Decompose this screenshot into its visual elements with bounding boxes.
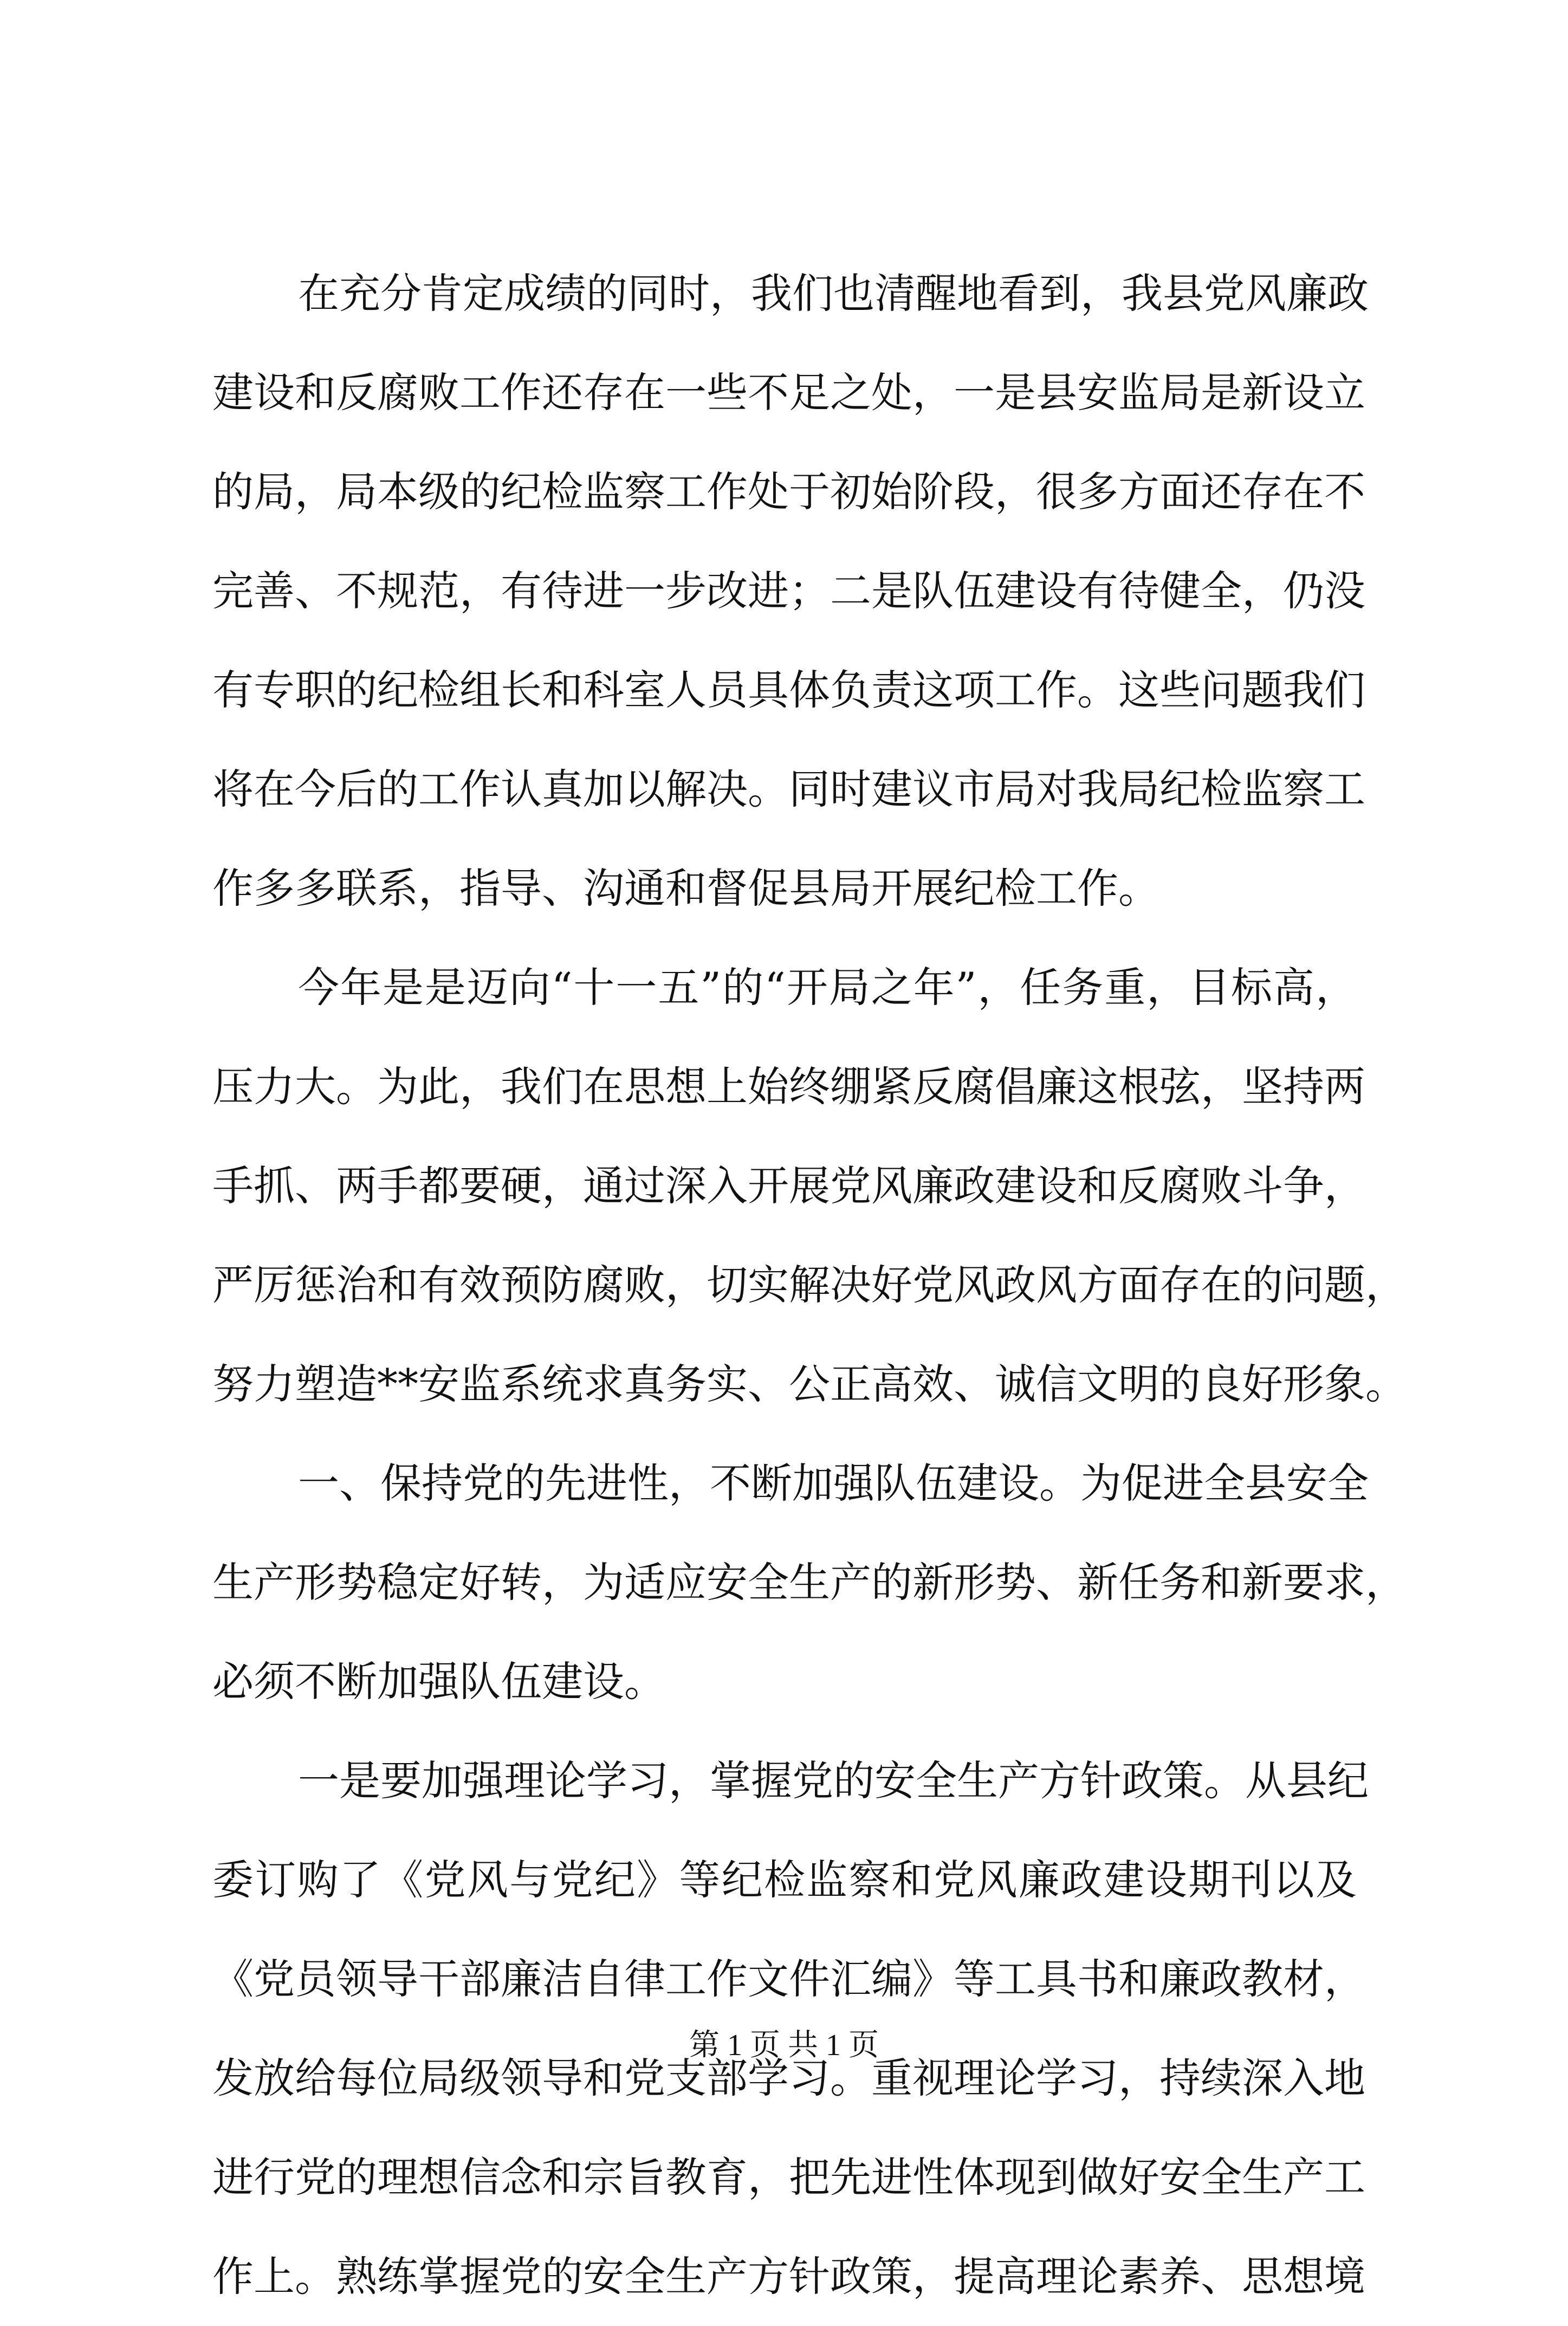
text-line: 有专职的纪检组长和科室人员具体负责这项工作。这些问题我们 [212, 666, 1365, 714]
text-line: 发放给每位局级领导和党支部学习。重视理论学习，持续深入地 [212, 2054, 1365, 2102]
text-line: 完善、不规范，有待进一步改进；二是队伍建设有待健全，仍没 [212, 567, 1365, 615]
text-line: 将在今后的工作认真加以解决。同时建议市局对我局纪检监察工 [212, 765, 1365, 813]
text-line: 委订购了《党风与党纪》等纪检监察和党风廉政建设期刊以及 [212, 1856, 1357, 1904]
document-body [212, 244, 1407, 2326]
page-number-footer: 第 1 页 共 1 页 [689, 2029, 879, 2062]
text-line: 一、保持党的先进性，不断加强队伍建设。为促进全县安全 [298, 1459, 1369, 1507]
text-line: 建设和反腐败工作还存在一些不足之处，一是县安监局是新设立 [212, 368, 1365, 417]
text-line: 必须不断加强队伍建设。 [212, 1657, 665, 1706]
text-line: 压力大。为此，我们在思想上始终绷紧反腐倡廉这根弦，坚持两 [212, 1062, 1365, 1111]
text-line: 手抓、两手都要硬，通过深入开展党风廉政建设和反腐败斗争， [212, 1162, 1365, 1210]
text-line: 在充分肯定成绩的同时，我们也清醒地看到，我县党风廉政 [298, 269, 1369, 318]
text-line: 作上。熟练掌握党的安全生产方针政策，提高理论素养、思想境 [212, 2252, 1365, 2301]
text-line: 努力塑造**安监系统求真务实、公正高效、诚信文明的良好形象。 [212, 1360, 1407, 1408]
text-line: 作多多联系，指导、沟通和督促县局开展纪检工作。 [212, 864, 1159, 912]
text-line: 的局，局本级的纪检监察工作处于初始阶段，很多方面还存在不 [212, 468, 1365, 516]
text-line: 严厉惩治和有效预防腐败，切实解决好党风政风方面存在的问题， [212, 1261, 1407, 1309]
text-line: 《党员领导干部廉洁自律工作文件汇编》等工具书和廉政教材， [212, 1955, 1365, 2003]
text-line: 生产形势稳定好转，为适应安全生产的新形势、新任务和新要求， [212, 1558, 1407, 1606]
text-line: 一是要加强理论学习，掌握党的安全生产方针政策。从县纪 [298, 1757, 1369, 1805]
text-line: 今年是是迈向“十一五”的“开局之年”，任务重，目标高， [298, 963, 1357, 1012]
text-line: 进行党的理想信念和宗旨教育，把先进性体现到做好安全生产工 [212, 2153, 1365, 2201]
